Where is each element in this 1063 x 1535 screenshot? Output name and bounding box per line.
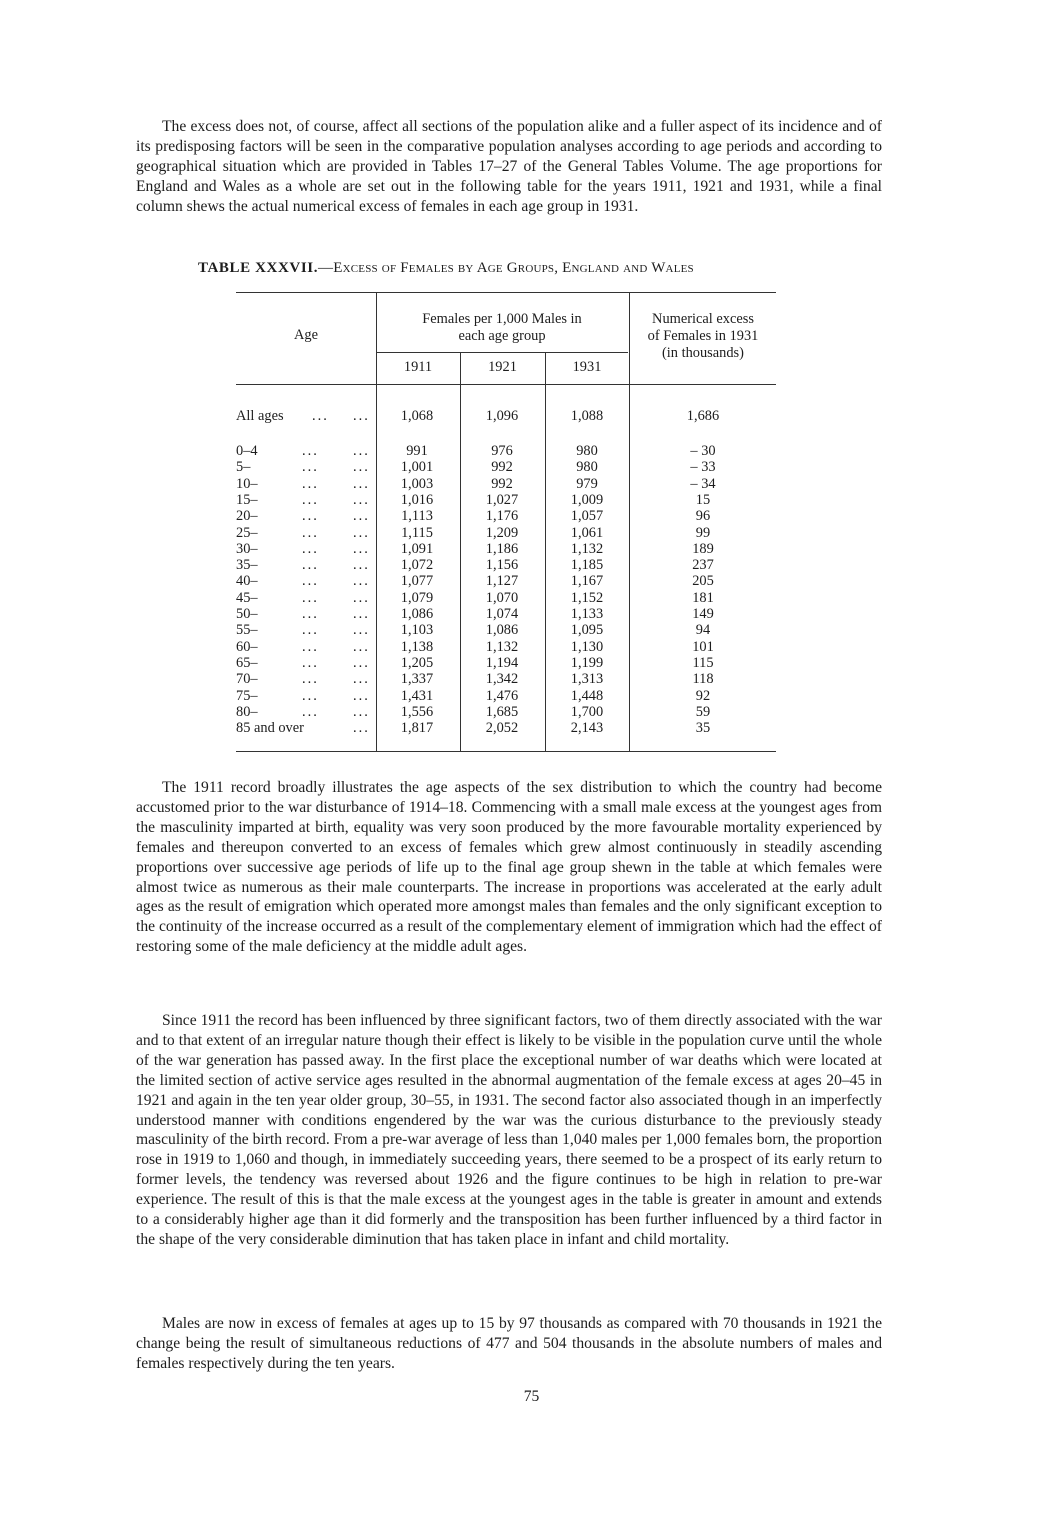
year-header-1911: 1911 <box>403 359 433 375</box>
value-1931: 1,009 <box>570 491 604 508</box>
leader-dots: ... <box>353 540 370 557</box>
value-1921: 1,342 <box>485 671 519 688</box>
leader-dots: ... <box>302 557 319 574</box>
value-1911: 1,205 <box>400 654 434 671</box>
value-excess: 118 <box>692 671 714 688</box>
excess-header-line2: of Females in 1931 <box>647 328 759 344</box>
year-header-1921: 1921 <box>488 359 517 375</box>
value-excess: 94 <box>695 622 711 639</box>
value-excess: – 34 <box>690 475 716 492</box>
value-1921: 1,132 <box>485 638 519 655</box>
value-1921: 976 <box>491 443 513 459</box>
value-1921: 1,156 <box>485 557 519 574</box>
value-1911: 1,113 <box>401 508 433 525</box>
leader-dots: ... <box>302 540 319 557</box>
leader-dots: ... <box>353 524 370 541</box>
age-label: 35– <box>236 557 258 574</box>
leader-dots: ... <box>302 459 319 476</box>
value-1921: 1,209 <box>485 524 519 541</box>
table-row-all-ages <box>236 408 776 424</box>
value-1911: 1,091 <box>400 540 434 557</box>
leader-dots: ... <box>353 443 370 459</box>
value-excess: 99 <box>695 524 711 541</box>
value-1931: 979 <box>576 475 598 492</box>
value-1911: 1,138 <box>400 638 434 655</box>
value-1931: 1,152 <box>570 589 604 606</box>
age-label: 65– <box>236 654 258 671</box>
value-excess: 15 <box>695 491 711 508</box>
value-1921: 1,096 <box>485 408 519 424</box>
value-1911: 1,115 <box>401 524 433 541</box>
leader-dots: ... <box>353 459 370 476</box>
paragraph-1911-record: The 1911 record broadly illustrates the age aspects of the sex distribution to which the country had become accustomed prior to the war disturbance of 1914–18. Commencing with a small male excess at the youngest ages from the masculinity imparted at birth, equality was very soon produced by the more favourable mortality experienced by females and thereupon converted to an excess of females which grew almost continuously in steadily ascending proportions over successive age periods of life up to the final age group shewn in the table at which females were almost twice as numerous as their male counterparts. The increase in proportions was accelerated at the early adult ages as the result of emigration which operated more amongst males than females and the only significant exception to the continuity of the increase occurred as a result of the complementary element of immigration which had the effect of restoring some of the male deficiency at the middle adult ages. <box>136 779 882 956</box>
value-1911: 1,016 <box>400 491 434 508</box>
value-excess: 237 <box>692 557 714 574</box>
table-row <box>236 655 776 671</box>
value-excess: 96 <box>695 508 711 525</box>
leader-dots: ... <box>353 589 370 606</box>
age-label: 5– <box>236 459 251 476</box>
excess-females-table <box>236 292 776 752</box>
leader-dots: ... <box>302 573 319 590</box>
value-1921: 1,685 <box>485 703 519 720</box>
excess-header-line1: Numerical excess <box>652 311 754 327</box>
value-1931: 2,143 <box>570 720 604 737</box>
value-1921: 992 <box>491 475 513 492</box>
leader-dots: ... <box>353 508 370 525</box>
table-top-rule <box>236 292 776 293</box>
age-label: 55– <box>236 622 258 639</box>
leader-dots: ... <box>302 443 319 459</box>
leader-dots: ... <box>302 606 319 622</box>
table-row <box>236 606 776 622</box>
age-label: 25– <box>236 524 258 541</box>
value-1931: 1,199 <box>570 654 604 671</box>
value-1931: 1,185 <box>570 557 604 574</box>
value-1911: 1,556 <box>400 703 434 720</box>
ratio-group-header-line2: each age group <box>458 328 546 344</box>
value-1931: 1,088 <box>570 408 604 424</box>
excess-header-line3: (in thousands) <box>662 345 744 361</box>
leader-dots: ... <box>302 589 319 606</box>
age-label: 50– <box>236 606 258 622</box>
value-excess: – 30 <box>690 443 716 459</box>
value-excess: 189 <box>692 540 714 557</box>
table-row <box>236 443 776 459</box>
table-row <box>236 541 776 557</box>
table-row <box>236 590 776 606</box>
age-label: 40– <box>236 573 258 590</box>
value-1921: 1,194 <box>485 654 519 671</box>
header-bottom-rule <box>236 384 776 385</box>
age-label: 10– <box>236 475 258 492</box>
value-excess: 59 <box>695 703 711 720</box>
table-row <box>236 671 776 687</box>
table-row <box>236 557 776 573</box>
leader-dots: ... <box>353 606 370 622</box>
table-row <box>236 720 776 736</box>
leader-dots: ... <box>302 491 319 508</box>
leader-dots: ... <box>353 703 370 720</box>
value-1911: 1,103 <box>400 622 434 639</box>
value-1931: 980 <box>576 459 598 476</box>
leader-dots: ... <box>302 671 319 688</box>
table-row <box>236 622 776 638</box>
value-1921: 1,027 <box>485 491 519 508</box>
leader-dots: ... <box>353 408 370 424</box>
age-label: 70– <box>236 671 258 688</box>
value-1911: 1,086 <box>400 606 434 622</box>
table-row <box>236 459 776 475</box>
age-label: 75– <box>236 687 258 704</box>
intro-paragraph: The excess does not, of course, affect all sections of the population alike and a fuller aspect of its incidence and of its predisposing factors will be seen in the comparative population analyses according to age periods and according to geographical situation which are provided in Tables 17–27 of the General Tables Volume. The age proportions for England and Wales as a whole are set out in the following table for the years 1911, 1921 and 1931, while a final column shews the actual numerical excess of females in each age group in 1931. <box>136 118 882 215</box>
value-1921: 1,176 <box>485 508 519 525</box>
leader-dots: ... <box>302 687 319 704</box>
table-row <box>236 508 776 524</box>
table-bottom-rule <box>236 751 776 752</box>
age-label: All ages <box>236 408 284 424</box>
leader-dots: ... <box>302 508 319 525</box>
leader-dots: ... <box>302 703 319 720</box>
value-1911: 1,077 <box>400 573 434 590</box>
value-excess: 149 <box>692 606 714 622</box>
value-excess: 101 <box>692 638 714 655</box>
table-row <box>236 525 776 541</box>
age-label: 20– <box>236 508 258 525</box>
leader-dots: ... <box>302 475 319 492</box>
leader-dots: ... <box>353 622 370 639</box>
leader-dots: ... <box>353 557 370 574</box>
value-1911: 1,001 <box>400 459 434 476</box>
value-1931: 1,133 <box>570 606 604 622</box>
age-label: 80– <box>236 703 258 720</box>
leader-dots: ... <box>353 654 370 671</box>
age-label: 15– <box>236 491 258 508</box>
leader-dots: ... <box>302 622 319 639</box>
leader-dots: ... <box>353 687 370 704</box>
table-row <box>236 639 776 655</box>
value-1921: 1,070 <box>485 589 519 606</box>
age-label: 85 and over <box>236 720 304 737</box>
year-header-1931: 1931 <box>572 359 602 375</box>
value-excess: 92 <box>695 687 711 704</box>
value-excess: 115 <box>692 654 714 671</box>
value-1931: 1,057 <box>570 508 604 525</box>
value-excess: – 33 <box>690 459 716 476</box>
leader-dots: ... <box>353 475 370 492</box>
table-row <box>236 476 776 492</box>
value-excess: 1,686 <box>686 408 720 424</box>
leader-dots: ... <box>302 654 319 671</box>
age-label: 60– <box>236 638 258 655</box>
ratio-group-header-line1: Females per 1,000 Males in <box>422 311 582 327</box>
value-1911: 1,079 <box>400 589 434 606</box>
value-excess: 181 <box>692 589 714 606</box>
leader-dots: ... <box>353 491 370 508</box>
page-number: 75 <box>523 1388 540 1405</box>
value-1931: 1,700 <box>570 703 604 720</box>
year-header-rule <box>376 352 628 353</box>
leader-dots: ... <box>353 720 370 737</box>
value-1931: 1,448 <box>570 687 604 704</box>
value-1921: 1,127 <box>485 573 519 590</box>
value-1921: 2,052 <box>485 720 519 737</box>
value-excess: 205 <box>692 573 714 590</box>
value-1931: 1,167 <box>570 573 604 590</box>
value-1921: 1,476 <box>485 687 519 704</box>
age-label: 0–4 <box>236 443 258 459</box>
leader-dots: ... <box>302 524 319 541</box>
value-1921: 992 <box>491 459 513 476</box>
leader-dots: ... <box>312 408 329 424</box>
value-1931: 1,132 <box>570 540 604 557</box>
age-column-header: Age <box>294 327 318 343</box>
leader-dots: ... <box>353 638 370 655</box>
value-1931: 1,130 <box>570 638 604 655</box>
table-row <box>236 704 776 720</box>
age-label: 45– <box>236 589 258 606</box>
value-1911: 1,431 <box>400 687 434 704</box>
value-1921: 1,074 <box>485 606 519 622</box>
value-1931: 980 <box>576 443 598 459</box>
paragraph-males-excess: Males are now in excess of females at ages up to 15 by 97 thousands as compared with 70 thousands in 1921 the change being the result of simultaneous reductions of 477 and 504 thousands in the absolute numbers of males and females respectively during the ten years. <box>136 1315 882 1372</box>
value-1911: 1,072 <box>400 557 434 574</box>
value-1911: 1,068 <box>400 408 434 424</box>
leader-dots: ... <box>302 638 319 655</box>
age-label: 30– <box>236 540 258 557</box>
value-1911: 1,817 <box>400 720 434 737</box>
value-1911: 1,337 <box>400 671 434 688</box>
value-1911: 991 <box>406 443 428 459</box>
table-row <box>236 573 776 589</box>
value-1921: 1,186 <box>485 540 519 557</box>
table-row <box>236 688 776 704</box>
paragraph-since-1911: Since 1911 the record has been influenced by three significant factors, two of them directly associated with the war and to that extent of an irregular nature though their effect is likely to be visible in the population curve until the whole of the war generation has passed away. In the first place the exceptional number of war deaths which were located at the limited section of active service ages resulted in the abnormal augmentation of the female excess at ages 20–45 in 1921 and again in the ten year older group, 30–55, in 1931. The second factor also associated though in an imperfectly understood manner with conditions engendered by the war was the curious disturbance to the previously steady masculinity of the birth record. From a pre-war average of less than 1,040 males per 1,000 females born, the proportion rose in 1919 to 1,060 and though, in immediately succeeding years, there seemed to be a prospect of its early return to former levels, the tendency was reversed about 1926 and the figure continues to be high in relation to pre-war experience. The result of this is that the male excess at the youngest ages in the table is greater in amount and extends to a considerably higher age than it did formerly and the transposition has been further influenced by a third factor in the shape of the very considerable diminution that has taken place in infant and child mortality. <box>136 1012 882 1248</box>
value-1921: 1,086 <box>485 622 519 639</box>
leader-dots: ... <box>353 573 370 590</box>
value-1931: 1,313 <box>570 671 604 688</box>
table-caption: TABLE XXXVII.—Excess of Females by Age Groups, England and Wales <box>198 260 694 276</box>
leader-dots: ... <box>353 671 370 688</box>
value-1911: 1,003 <box>400 475 434 492</box>
value-1931: 1,061 <box>570 524 604 541</box>
table-row <box>236 492 776 508</box>
value-1931: 1,095 <box>570 622 604 639</box>
value-excess: 35 <box>695 720 711 737</box>
